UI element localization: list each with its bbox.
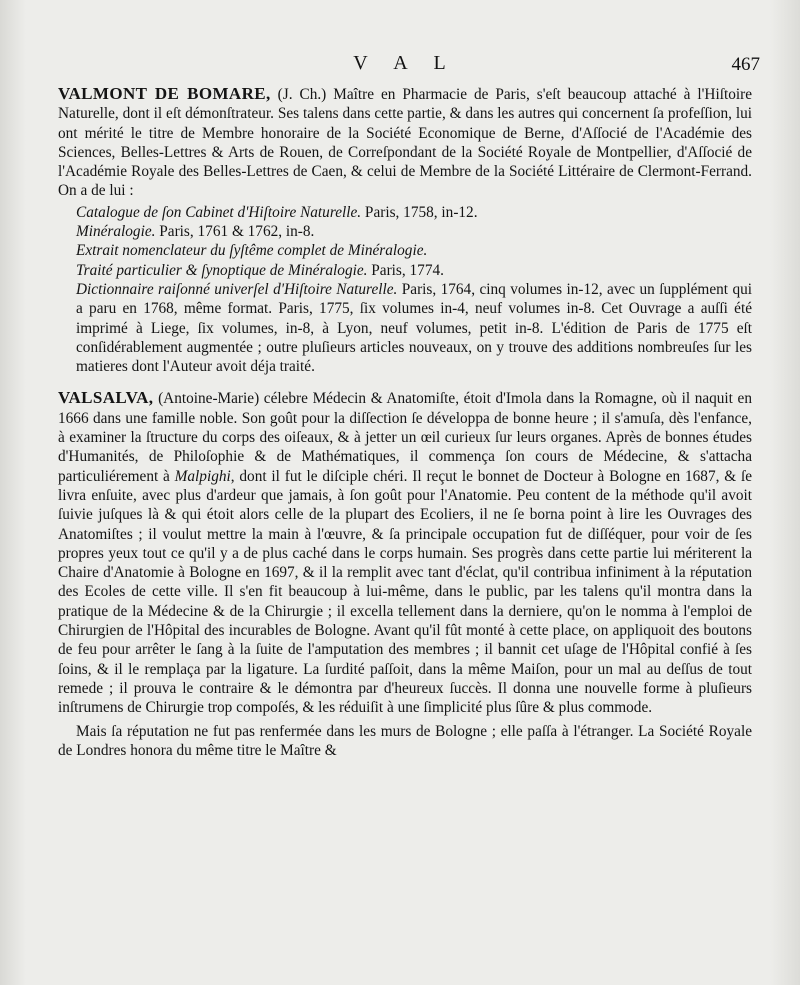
entry-valsalva-body-1: (Antoine-Marie) célebre Médecin & Anatomiſte, étoit d'Imola dans la Romagne, où il naquit en 1666 dans une famille noble. Son goût pour la diſſection ſe développa de bonne heure ; il s'amuſa, dès l'enfance, à examiner la ſtructure du corps des oiſeaux, & à jetter un œil curieux ſur leurs organes. Après de bonnes études d'Humanités, de Philoſophie & de Mathématiques, il commença ſon cours de Médecine, & s'attacha particuliérement à: [58, 390, 752, 485]
work-title: Dictionnaire raiſonné univerſel d'Hiſtoire Naturelle.: [76, 280, 398, 298]
work-title: Minéralogie.: [76, 223, 156, 241]
entry-valsalva: [58, 388, 752, 717]
work-item: [76, 203, 752, 222]
name-malpighi: Malpighi: [174, 467, 231, 485]
entry-valmont-de-bomare: [58, 84, 752, 201]
page-text: [58, 84, 752, 760]
work-item: [76, 241, 752, 260]
work-details: Paris, 1774.: [367, 261, 444, 279]
work-title: Catalogue de ſon Cabinet d'Hiſtoire Naturelle.: [76, 203, 362, 221]
work-item: [76, 261, 752, 280]
page-number: 467: [731, 54, 760, 75]
entry-valsalva-paragraph-2: Mais ſa réputation ne fut pas renfermée dans les murs de Bologne ; elle paſſa à l'étranger. La Société Royale de Londres honora du même titre le Maître &: [58, 722, 752, 759]
page-header: [58, 50, 760, 84]
work-details: Paris, 1758, in-12.: [361, 203, 478, 221]
entry-valmont-body: (J. Ch.) Maître en Pharmacie de Paris, s'eſt beaucoup attaché à l'Hiſtoire Naturelle, dont il eſt démonſtrateur. Ses talens dans cette partie, & dans les autres qui concernent ſa profeſſion, lui ont mérité le titre de Membre honoraire de la Société Economique de Berne, d'Aſſocié de l'Académie des Sciences, Belles-Lettres & Arts de Rouen, de Correſpondant de la Société Royale de Montpellier, d'Aſſocié de l'Académie Royale des Belles-Lettres de Caen, & celui de Membre de la Société Littéraire de Clermont-Ferrand. On a de lui :: [58, 86, 752, 200]
work-item: [76, 280, 752, 376]
work-item: [76, 222, 752, 241]
entry-separator: [58, 376, 752, 388]
running-title: V A L: [353, 52, 457, 74]
headword-valmont: VALMONT DE BOMARE,: [58, 84, 271, 103]
work-title: Traité particulier & ſynoptique de Minéralogie.: [76, 261, 368, 279]
works-list: [58, 203, 752, 377]
work-details: Paris, 1764, cinq volumes in-12, avec un ſupplément qui a paru en 1768, même format. Paris, 1775, ſix volumes in-4, neuf volumes in-8. Cet Ouvrage a auſſi été imprimé à Liege, ſix volumes, in-8, à Lyon, neuf volumes, petit in-8. L'édition de Paris de 1775 eſt conſidérablement augmentée ; outre pluſieurs articles nouveaux, on y trouve des additions nombreuſes ſur les matieres dont l'Auteur avoit déja traité.: [76, 280, 752, 376]
work-title: Extrait nomenclateur du ſyſtême complet de Minéralogie.: [76, 242, 428, 260]
entry-valsalva-body-2: , dont il fut le diſciple chéri. Il reçut le bonnet de Docteur à Bologne en 1687, & ſe livra enſuite, avec plus d'ardeur que jamais, à ſon goût pour l'Anatomie. Peu content de la méthode qu'il avoit ſuivie juſques là & qui étoit alors celle de la plupart des Ecoliers, il ne ſe borna point à lire les Ouvrages des Anatomiſtes ; il voulut mettre la main à l'œuvre, & ſa principale occupation fut de diſſéquer, pour voir de ſes propres yeux tout ce qu'il y a de plus caché dans le corps humain. Ses progrès dans cette partie lui mériterent la Chaire d'Anatomie à Bologne en 1697, & il la remplit avec tant d'éclat, qu'il contribua infiniment à la réputation des Ecoles de cette ville. Il s'en fit beaucoup à lui-même, dans le public, par les talens qu'il montra dans la pratique de la Médecine & de la Chirurgie ; il excella tellement dans la derniere, qu'on le nomma à l'emploi de Chirurgien de l'Hôpital des incurables de Bologne. Avant qu'il fût monté à cette place, on appliquoit des boutons de feu pour arrêter le ſang à la ſuite de l'amputation des membres ; il bannit cet uſage de l'Hôpital confié à ſes ſoins, & il le remplaça par la ligature. La ſurdité paſſoit, dans la même Maiſon, pour un mal au deſſus de tout remede ; il prouva le contraire & le démontra par d'heureux ſuccès. Il donna une nouvelle forme à pluſieurs inſtrumens de Chirurgie trop compoſés, & les réduiſit à une ſimplicité plus ſûre & plus commode.: [58, 467, 752, 717]
work-details: Paris, 1761 & 1762, in-8.: [155, 223, 315, 241]
headword-valsalva: VALSALVA,: [58, 388, 154, 408]
